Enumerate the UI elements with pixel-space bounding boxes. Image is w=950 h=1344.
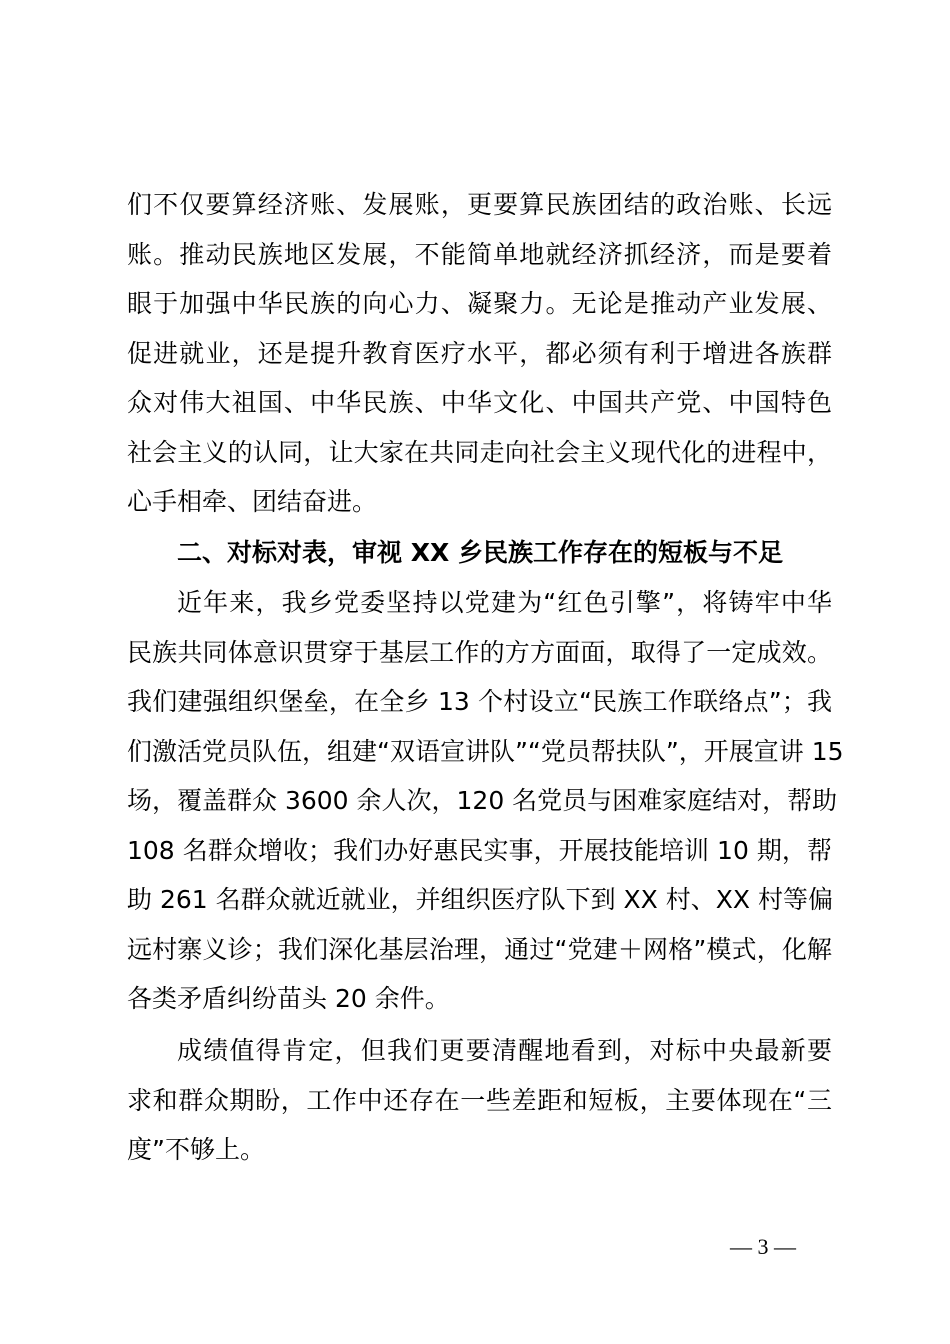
text-line: 心手相牵、团结奋进。 bbox=[127, 487, 378, 516]
page-number: — 3 — bbox=[730, 1234, 796, 1259]
text-line: 民族共同体意识贯穿于基层工作的方方面面，取得了一定成效。 bbox=[127, 637, 832, 667]
text-line: 助 261 名群众就近就业，并组织医疗队下到 XX 村、XX 村等偏 bbox=[127, 885, 833, 914]
text-line: 成绩值得肯定，但我们更要清醒地看到，对标中央最新要 bbox=[177, 1036, 832, 1065]
paragraph-achievements bbox=[127, 578, 844, 1024]
paragraph-continuation bbox=[127, 180, 832, 527]
text-line: 场，覆盖群众 3600 余人次，120 名党员与困难家庭结对，帮助 bbox=[127, 786, 838, 815]
text-line: 求和群众期盼，工作中还存在一些差距和短板，主要体现在“三 bbox=[127, 1085, 832, 1115]
text-line: 众对伟大祖国、中华民族、中华文化、中国共产党、中国特色 bbox=[127, 388, 832, 417]
text-line: 远村寨义诊；我们深化基层治理，通过“党建＋网格”模式，化解 bbox=[127, 934, 832, 964]
text-line: 度”不够上。 bbox=[127, 1135, 265, 1164]
paragraph-shortcomings bbox=[127, 1026, 832, 1175]
text-line: 眼于加强中华民族的向心力、凝聚力。无论是推动产业发展、 bbox=[127, 289, 832, 318]
text-line: 们不仅要算经济账、发展账，更要算民族团结的政治账、长远 bbox=[127, 190, 832, 219]
text-line: 促进就业，还是提升教育医疗水平，都必须有利于增进各族群 bbox=[127, 338, 832, 368]
heading-text: 二、对标对表，审视 XX 乡民族工作存在的短板与不足 bbox=[177, 538, 783, 567]
section-heading bbox=[127, 528, 832, 578]
text-line: 各类矛盾纠纷苗头 20 余件。 bbox=[127, 984, 450, 1013]
text-line: 们激活党员队伍，组建“双语宣讲队”“党员帮扶队”，开展宣讲 15 bbox=[127, 736, 844, 766]
text-line: 108 名群众增收；我们办好惠民实事，开展技能培训 10 期，帮 bbox=[127, 835, 832, 865]
text-line: 社会主义的认同，让大家在共同走向社会主义现代化的进程中， bbox=[127, 437, 832, 467]
text-line: 账。推动民族地区发展，不能简单地就经济抓经济，而是要着 bbox=[127, 239, 832, 269]
text-line: 近年来，我乡党委坚持以党建为“红色引擎”，将铸牢中华 bbox=[177, 588, 832, 617]
text-line: 我们建强组织堡垒，在全乡 13 个村设立“民族工作联络点”；我 bbox=[127, 687, 832, 716]
